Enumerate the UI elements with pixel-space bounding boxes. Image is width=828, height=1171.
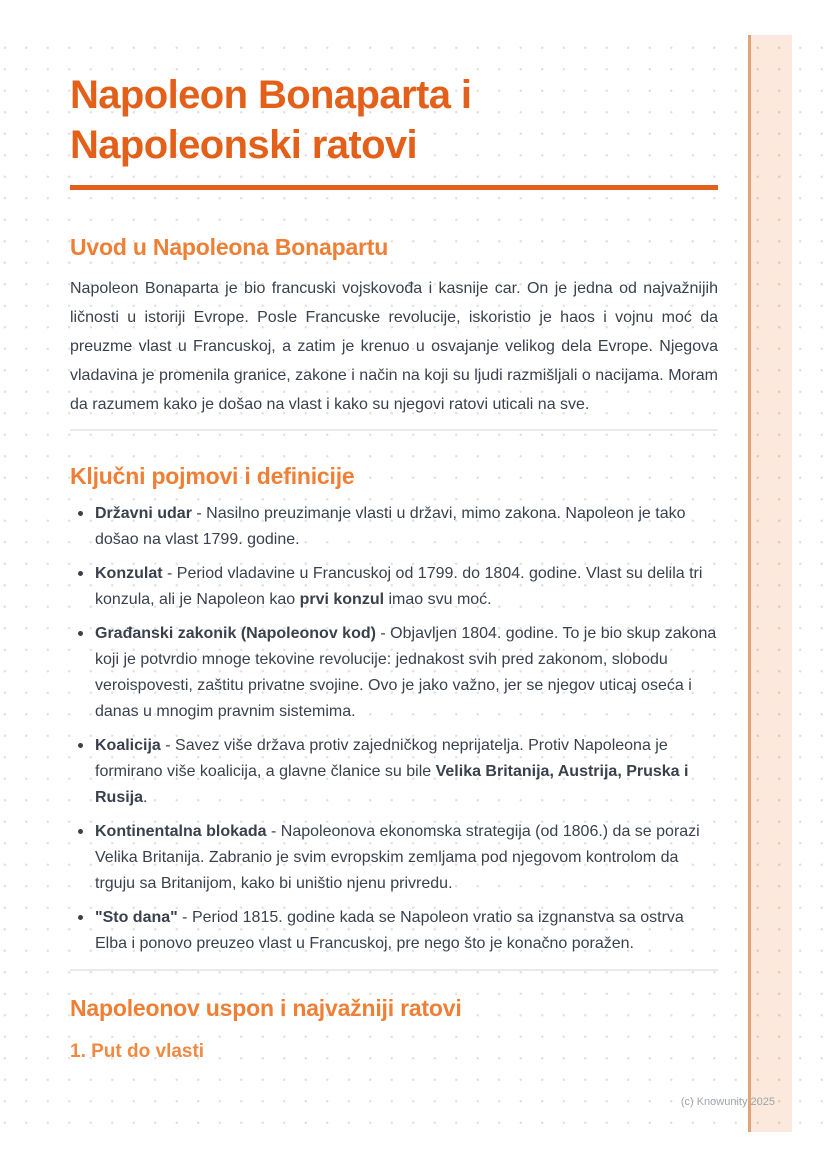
copyright-notice: (c) Knowunity 2025 bbox=[680, 1096, 775, 1108]
key-term-bold-text: "Sto dana" bbox=[95, 909, 178, 926]
key-term-bold-text: Kontinentalna blokada bbox=[95, 823, 267, 840]
section-heading-rise: Napoleonov uspon i najvažniji ratovi bbox=[70, 995, 462, 1021]
key-term-text: - Period 1815. godine kada se Napoleon vratio sa izgnanstva sa ostrva Elba i ponovo preuzeo vlast u Francuskoj, pre nego što je konačno poražen. bbox=[95, 909, 684, 952]
key-term-text: - Nasilno preuzimanje vlasti u državi, mimo zakona. Napoleon je tako došao na vlast 1799. godine. bbox=[95, 505, 686, 548]
key-term-bold-text: Državni udar bbox=[95, 505, 192, 522]
key-term-item bbox=[70, 819, 718, 897]
key-term-bold-text: Koalicija bbox=[95, 737, 161, 754]
key-term-text: - Period vladavine u Francuskoj od 1799. do 1804. godine. Vlast su delila tri konzula, ali je Napoleon kao bbox=[95, 565, 703, 608]
key-term-bold-text: Građanski zakonik (Napoleonov kod) bbox=[95, 625, 376, 642]
key-term-text: . bbox=[143, 789, 148, 806]
section-heading-intro: Uvod u Napoleona Bonapartu bbox=[70, 234, 389, 260]
key-term-item bbox=[70, 621, 718, 725]
key-term-bold-text: Velika Britanija, Austrija, Pruska i Rusija bbox=[95, 763, 689, 806]
key-term-text: imao svu moć. bbox=[384, 591, 492, 608]
key-term-item bbox=[70, 733, 718, 811]
section-heading-key-terms: Ključni pojmovi i definicije bbox=[70, 463, 355, 489]
key-term-text: - Savez više država protiv zajedničkog neprijatelja. Protiv Napoleona je formirano više koalicija, a glavne članice su bile bbox=[95, 737, 668, 780]
section-divider bbox=[70, 429, 718, 431]
key-terms-list bbox=[70, 501, 718, 957]
document-title: Napoleon Bonaparta i Napoleonski ratovi bbox=[70, 73, 472, 167]
title-underline-rule bbox=[70, 185, 718, 190]
key-term-item bbox=[70, 501, 718, 553]
key-term-bold-text: Konzulat bbox=[95, 565, 163, 582]
key-term-text: - Objavljen 1804. godine. To je bio skup zakona koji je potvrdio mnoge tekovine revolucije: jednakost svih pred zakonom, slobodu veroispovesti, zaštitu privatne svojine. Ovo je jako važno, jer se njegov uticaj oseća i danas u mnogim pravnim sistemima. bbox=[95, 625, 717, 720]
intro-paragraph: Napoleon Bonaparta je bio francuski vojskovođa i kasnije car. On je jedna od najvažnijih ličnosti u istoriji Evrope. Posle Francuske revolucije, iskoristio je haos i vojnu moć da preuzme vlast u Francuskoj, a zatim je krenuo u osvajanje velikog dela Evrope. Njegova vladavina je promenila granice, zakone i način na koji su ljudi razmišljali o nacijama. Moram da razumem kako je došao na vlast i kako su njegovi ratovi uticali na sve. bbox=[70, 280, 718, 413]
document-page bbox=[0, 35, 828, 1132]
key-term-bold-text: prvi konzul bbox=[299, 591, 385, 608]
key-term-item bbox=[70, 905, 718, 957]
key-term-text: - Napoleonova ekonomska strategija (od 1806.) da se porazi Velika Britanija. Zabranio je svim evropskim zemljama pod njegovom kontrolom da trguju sa Britanijom, kako bi uništio njenu privredu. bbox=[95, 823, 700, 892]
subsection-heading-path-to-power: 1. Put do vlasti bbox=[70, 1041, 205, 1062]
section-divider bbox=[70, 969, 718, 971]
page-content bbox=[0, 35, 828, 1063]
key-term-item bbox=[70, 561, 718, 613]
